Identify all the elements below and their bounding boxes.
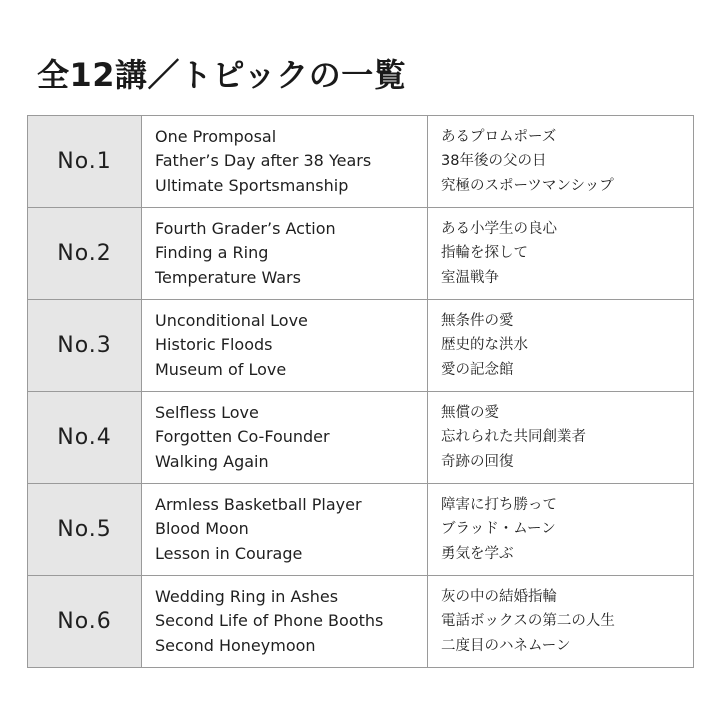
japanese-topic: 勇気を学ぶ [441, 545, 514, 562]
japanese-topic: 指輪を探して [441, 245, 528, 262]
english-topic: Wedding Ring in Ashes [155, 586, 339, 606]
english-topics [142, 116, 428, 208]
english-topics [142, 392, 428, 484]
english-topic: Selfless Love [155, 402, 259, 422]
table-row [28, 208, 694, 300]
japanese-topic: 究極のスポーツマンシップ [441, 177, 614, 194]
japanese-topic: あるプロムポーズ [441, 128, 557, 145]
english-topic: Finding a Ring [155, 243, 269, 263]
table-row [28, 116, 694, 208]
page-title: 全12講／トピックの一覧 [37, 56, 407, 95]
english-topic: Museum of Love [155, 359, 287, 379]
japanese-topic: 38年後の父の日 [441, 153, 547, 170]
english-topic: Ultimate Sportsmanship [155, 175, 349, 195]
japanese-topic: 愛の記念館 [441, 361, 514, 378]
table-row [28, 392, 694, 484]
lesson-number: No.5 [28, 484, 142, 576]
japanese-topic: 奇跡の回復 [441, 453, 514, 470]
japanese-topic: 二度目のハネムーン [441, 637, 571, 654]
lesson-number: No.4 [28, 392, 142, 484]
table-row [28, 576, 694, 668]
japanese-topic: 忘れられた共同創業者 [441, 429, 586, 446]
english-topic: Unconditional Love [155, 310, 308, 330]
japanese-topics [428, 300, 694, 392]
japanese-topic: 電話ボックスの第二の人生 [441, 613, 615, 630]
lesson-number: No.3 [28, 300, 142, 392]
japanese-topic: 無条件の愛 [441, 312, 514, 329]
english-topic: Blood Moon [155, 519, 249, 539]
lesson-number: No.2 [28, 208, 142, 300]
english-topics [142, 484, 428, 576]
japanese-topics [428, 392, 694, 484]
lesson-number: No.1 [28, 116, 142, 208]
japanese-topics [428, 208, 694, 300]
english-topic: Temperature Wars [155, 267, 301, 287]
table-row [28, 484, 694, 576]
japanese-topics [428, 116, 694, 208]
english-topic: Second Honeymoon [155, 635, 316, 655]
japanese-topic: ある小学生の良心 [441, 220, 557, 237]
english-topics [142, 576, 428, 668]
english-topic: Historic Floods [155, 335, 273, 355]
english-topic: Forgotten Co-Founder [155, 427, 330, 447]
japanese-topic: 障害に打ち勝って [441, 496, 557, 513]
english-topic: One Promposal [155, 126, 277, 146]
japanese-topic: ブラッド・ムーン [441, 521, 556, 538]
japanese-topics [428, 576, 694, 668]
japanese-topic: 室温戦争 [441, 269, 499, 286]
english-topic: Fourth Grader’s Action [155, 218, 336, 238]
japanese-topic: 歴史的な洪水 [441, 337, 528, 354]
english-topic: Armless Basketball Player [155, 494, 362, 514]
english-topics [142, 300, 428, 392]
english-topic: Lesson in Courage [155, 543, 303, 563]
japanese-topic: 灰の中の結婚指輪 [441, 588, 557, 605]
japanese-topics [428, 484, 694, 576]
english-topic: Second Life of Phone Booths [155, 611, 384, 631]
english-topics [142, 208, 428, 300]
japanese-topic: 無償の愛 [441, 404, 499, 421]
english-topic: Father’s Day after 38 Years [155, 151, 372, 171]
topics-table [27, 115, 694, 668]
english-topic: Walking Again [155, 451, 269, 471]
lesson-number: No.6 [28, 576, 142, 668]
table-row [28, 300, 694, 392]
